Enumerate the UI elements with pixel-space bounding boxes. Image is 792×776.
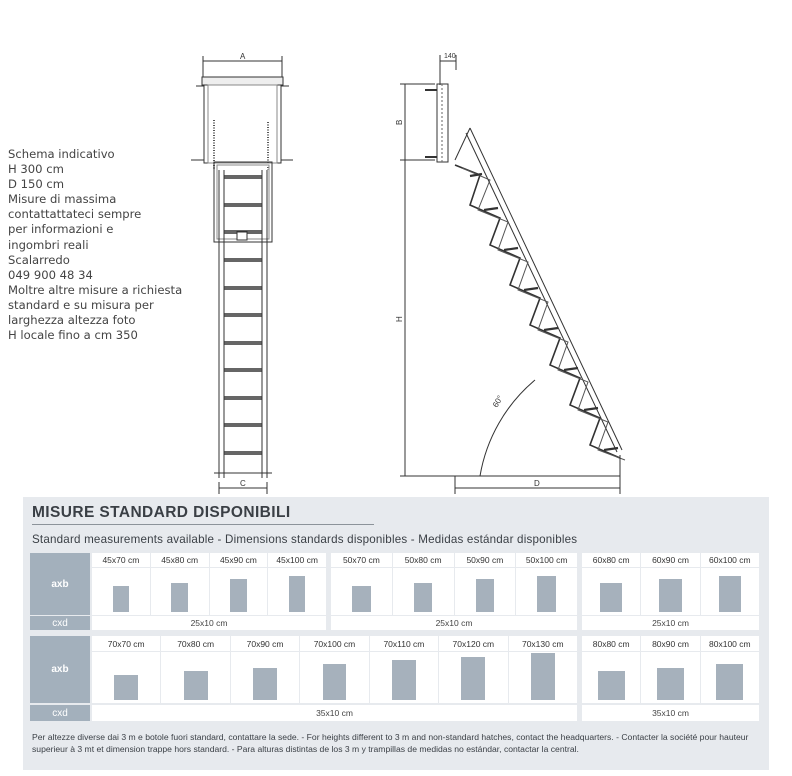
hatch-size-rect: [531, 653, 555, 700]
size-header: 80x100 cm: [701, 636, 759, 651]
row-label-axb: axb: [30, 636, 90, 703]
size-header: 80x90 cm: [641, 636, 699, 651]
hatch-size-rect: [184, 671, 208, 700]
cxd-value: 35x10 cm: [582, 705, 759, 721]
size-header: 80x80 cm: [582, 636, 640, 651]
size-header: 50x80 cm: [393, 553, 454, 567]
size-header: 50x90 cm: [455, 553, 516, 567]
size-header: 45x100 cm: [268, 553, 326, 567]
note-line: Moltre altre misure a richiesta: [8, 282, 183, 297]
note-line: Misure di massima: [8, 192, 117, 207]
note-line: contattattateci sempre: [8, 207, 142, 222]
hatch-size-rect: [461, 657, 485, 700]
note-line: 049 900 48 34: [8, 267, 93, 282]
dim-offset-label: 140: [444, 53, 456, 60]
notes-text: [8, 147, 182, 343]
hatch-size-rect: [719, 576, 741, 613]
row-label-axb: axb: [30, 553, 90, 615]
dim-b-label: B: [395, 119, 404, 125]
footnote: Per altezze diverse dai 3 m e botole fuori standard, contattare la sede. - For heights different to 3 m and non-standard hatches, contact the headquarters. - Contacter la société pour hauteur superieur à 3 mt et dimension trappe hors standard. - Para alturas distintas de los 3 m y trampillas de medidas no estándar, contactar la central.: [32, 732, 749, 754]
title-divider: [32, 524, 374, 525]
side-view: [395, 53, 625, 494]
size-header: 70x70 cm: [92, 636, 160, 651]
dim-h-label: H: [395, 316, 404, 322]
hatch-size-rect: [323, 664, 347, 700]
cxd-value: 25x10 cm: [331, 616, 577, 630]
hatch-size-rect: [537, 576, 556, 613]
size-header: 70x120 cm: [439, 636, 507, 651]
standard-sizes-panel: [23, 497, 769, 770]
size-header: 50x70 cm: [331, 553, 392, 567]
size-header: 60x100 cm: [701, 553, 759, 567]
note-line: Schema indicativo: [8, 147, 115, 161]
note-line: H 300 cm: [8, 162, 64, 177]
hatch-size-rect: [171, 583, 188, 612]
hatch-size-rect: [600, 583, 622, 612]
cxd-value: 25x10 cm: [582, 616, 759, 630]
cxd-value: 25x10 cm: [92, 616, 326, 630]
size-header: 45x90 cm: [210, 553, 268, 567]
hatch-size-rect: [659, 579, 681, 612]
hatch-size-rect: [289, 576, 306, 613]
note-line: standard e su misura per: [8, 297, 154, 312]
hatch-size-rect: [476, 579, 495, 612]
size-header: 50x100 cm: [516, 553, 577, 567]
hatch-size-rect: [657, 668, 684, 700]
size-header: 70x80 cm: [161, 636, 229, 651]
note-line: larghezza altezza foto: [8, 313, 136, 328]
size-header: 45x80 cm: [151, 553, 209, 567]
dim-c-label: C: [240, 479, 246, 488]
note-line: per informazioni e: [8, 222, 114, 237]
note-line: Scalarredo: [8, 252, 70, 267]
size-header: 70x130 cm: [509, 636, 577, 651]
size-header: 60x90 cm: [641, 553, 699, 567]
hatch-size-rect: [598, 671, 625, 700]
row-label-cxd: cxd: [30, 616, 90, 630]
hatch-size-rect: [114, 675, 138, 700]
hatch-size-rect: [352, 586, 371, 612]
size-header: 70x110 cm: [370, 636, 438, 651]
dim-a-label: A: [240, 52, 246, 61]
size-header: 45x70 cm: [92, 553, 150, 567]
size-header: 70x100 cm: [300, 636, 368, 651]
note-line: H locale fino a cm 350: [8, 328, 138, 343]
note-line: ingombri reali: [8, 237, 89, 252]
angle-label: 60°: [490, 394, 505, 409]
hatch-size-rect: [253, 668, 277, 700]
panel-subtitle: Standard measurements available - Dimensions standards disponibles - Medidas estándar disponibles: [32, 533, 578, 546]
hatch-size-rect: [113, 586, 130, 612]
size-header: 60x80 cm: [582, 553, 640, 567]
hatch-size-rect: [716, 664, 743, 700]
hatch-size-rect: [414, 583, 433, 612]
front-view: [191, 52, 293, 494]
row-label-cxd: cxd: [30, 705, 90, 721]
note-line: D 150 cm: [8, 177, 65, 192]
panel-title: MISURE STANDARD DISPONIBILI: [32, 504, 291, 521]
hatch-size-rect: [392, 660, 416, 700]
dim-d-label: D: [534, 479, 540, 488]
cxd-value: 35x10 cm: [92, 705, 577, 721]
hatch-size-rect: [230, 579, 247, 612]
size-header: 70x90 cm: [231, 636, 299, 651]
